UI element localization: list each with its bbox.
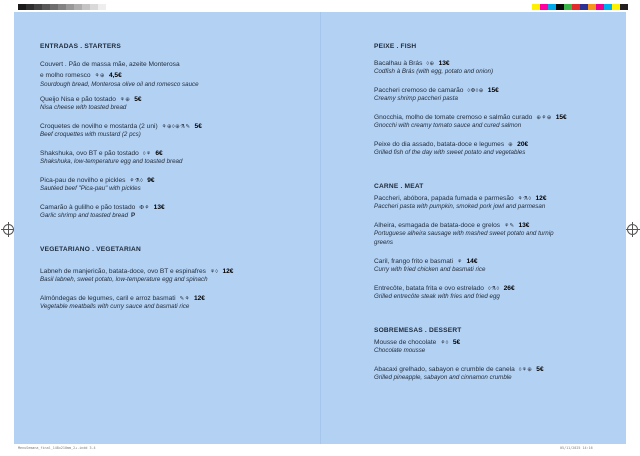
item-name-pt: Paccheri, abóbora, papada fumada e parmesão	[374, 195, 514, 202]
allergen-icons: ⊕⚘⊕	[536, 115, 552, 121]
item-price: 9€	[147, 177, 155, 184]
color-swatch	[556, 4, 564, 10]
gray-swatch	[98, 4, 106, 10]
page-fold	[320, 12, 321, 444]
item-price: 12€	[535, 195, 547, 202]
gray-swatch	[90, 4, 98, 10]
item-price: 5€	[536, 366, 544, 373]
color-swatch	[580, 4, 588, 10]
item-price: 13€	[153, 204, 165, 211]
color-swatch	[540, 4, 548, 10]
item-name-pt-continued: e molho romesco	[40, 72, 91, 80]
item-price: 6€	[155, 150, 163, 157]
gray-swatch	[74, 4, 82, 10]
registration-mark-left	[3, 224, 14, 235]
allergen-icons: ⚘◊	[440, 340, 449, 346]
menu-item	[40, 147, 182, 167]
item-name-en: Curry with fried chicken and basmati rice	[374, 266, 486, 274]
menu-item	[374, 219, 564, 247]
menu-item	[40, 292, 205, 312]
item-name-pt: Alheira, esmagada de batata-doce e grelos	[374, 222, 501, 229]
allergen-icons: ◊⚘	[142, 151, 152, 157]
item-name-en: Chocolate mousse	[374, 347, 426, 355]
allergen-icons: ⚘⚗◊	[129, 178, 144, 184]
menu-item	[40, 174, 155, 194]
print-slug-left: MenuSemana_final_148x210mm_2+.indd 3-4	[18, 446, 96, 450]
item-price: 15€	[487, 87, 499, 94]
menu-item	[374, 282, 515, 302]
allergen-icons: ◊⚗◊	[487, 286, 500, 292]
menu-item	[40, 201, 165, 221]
item-price: 13€	[518, 222, 530, 229]
item-name-en: Codfish à Brás (with egg, potato and onion)	[374, 68, 494, 76]
menu-item	[374, 111, 567, 131]
menu-item	[40, 120, 202, 140]
menu-sheet	[14, 12, 626, 444]
item-name-en: Gnocchi with creamy tomato sauce and cured salmon	[374, 122, 522, 130]
item-name-pt: Bacalhau à Brás	[374, 60, 423, 67]
allergen-icons: ⚘⊕◊⊕⚗✎	[161, 124, 191, 130]
item-price: 5€	[452, 339, 461, 346]
item-name-en: Vegetable meatballs with curry sauce and basmati rice	[40, 303, 190, 311]
section-title-vegetarian: VEGETARIANO . VEGETARIAN	[40, 246, 141, 253]
gray-swatch	[66, 4, 74, 10]
color-swatch	[620, 4, 628, 10]
menu-item	[374, 336, 460, 356]
item-name-pt: Croquetes de novilho e mostarda (2 uni)	[40, 123, 158, 130]
item-name-pt: Camarão à gulilho e pão tostado	[40, 204, 136, 211]
color-swatch	[548, 4, 556, 10]
gray-swatch	[42, 4, 50, 10]
item-name-pt: Shakshuka, ovo BT e pão tostado	[40, 150, 139, 157]
section-title-meat: CARNE . MEAT	[374, 183, 424, 190]
print-slug-right: 05/11/2025 14:16	[560, 446, 593, 450]
item-name-pt: Couvert . Pão de massa mãe, azeite Monterosa	[40, 61, 180, 68]
p-mark: P	[131, 212, 136, 220]
section-title-starters: ENTRADAS . STARTERS	[40, 43, 121, 50]
color-calibration-bar	[532, 4, 628, 10]
item-name-pt: Labneh de manjericão, batata-doce, ovo BT e espinafres	[40, 268, 206, 275]
color-swatch	[596, 4, 604, 10]
color-swatch	[588, 4, 596, 10]
menu-item	[40, 93, 142, 113]
color-swatch	[604, 4, 612, 10]
item-name-en: Shakshuka, low-temperature egg and toasted bread	[40, 158, 183, 166]
item-name-en: Paccheri pasta with pumpkin, smoked pork jowl and parmesan	[374, 203, 546, 211]
item-name-en: Nisa cheese with toasted bread	[40, 104, 127, 112]
allergen-icons: ⚘✎	[504, 223, 515, 229]
item-price: 15€	[555, 114, 567, 121]
item-name-en: Creamy shrimp paccheri pasta	[374, 95, 458, 103]
item-name-pt: Caril, frango frito e basmati	[374, 258, 454, 265]
item-name-pt: Pica-pau de novilho e pickles	[40, 177, 126, 184]
item-name-en: Garlic shrimp and toasted bread P	[40, 212, 136, 220]
item-price: 4,5€	[108, 72, 122, 80]
allergen-icons: ⚘⚗◊	[517, 196, 532, 202]
allergen-icons: ✠⚘	[139, 205, 150, 211]
gray-swatch	[50, 4, 58, 10]
allergen-icons: ⊕	[508, 142, 514, 148]
registration-mark-right	[627, 224, 638, 235]
allergen-icons: ⚘	[457, 259, 463, 265]
item-name-en: Grilled entrecôte steak with fries and fried egg	[374, 293, 500, 301]
item-name-en: Portuguese alheira sausage with mashed sweet potato and turnip greens	[374, 230, 554, 246]
gray-swatch	[26, 4, 34, 10]
allergen-icons: ⚘◊	[209, 269, 219, 275]
item-name-en: Basil labneh, sweet potato, low-temperature egg and spinach	[40, 276, 208, 284]
gray-swatch	[58, 4, 66, 10]
allergen-icons: ⚘⊕	[94, 73, 105, 80]
item-name-pt: Gnocchia, molho de tomate cremoso e salmão curado	[374, 114, 533, 121]
item-name-pt: Abacaxi grelhado, sabayon e crumble de canela	[374, 366, 515, 373]
menu-item	[374, 84, 499, 104]
item-name-pt: Entrecôte, batata frita e ovo estrelado	[374, 285, 484, 292]
item-name-en: Sautéed beef "Pica-pau" with pickles	[40, 185, 141, 193]
item-price: 26€	[503, 285, 515, 292]
allergen-icons: ◊✠◊⊕	[467, 88, 484, 94]
item-name-pt: Peixe do dia assado, batata-doce e legumes	[374, 141, 505, 148]
gray-swatch	[18, 4, 26, 10]
item-name-en: Beef croquettes with mustard (2 pcs)	[40, 131, 141, 139]
menu-item	[374, 138, 528, 158]
item-price: 13€	[438, 60, 450, 67]
item-name-en: Grilled pineapple, sabayon and cinnamon crumble	[374, 374, 512, 382]
gray-swatch	[34, 4, 42, 10]
allergen-icons: ◊⊕	[426, 61, 435, 67]
item-price: 12€	[222, 268, 234, 275]
allergen-icons: ⚘⊕	[119, 97, 131, 103]
color-swatch	[612, 4, 620, 10]
menu-item	[374, 255, 485, 275]
menu-item	[40, 58, 199, 89]
color-swatch	[564, 4, 572, 10]
item-name-pt: Paccheri cremoso de camarão	[374, 87, 464, 94]
section-title-fish: PEIXE . FISH	[374, 43, 417, 50]
allergen-icons: ◊⚘⊕	[518, 367, 533, 373]
color-swatch	[572, 4, 580, 10]
item-name-en: Grilled fish of the day with sweet potato and vegetables	[374, 149, 526, 157]
menu-item	[374, 363, 544, 383]
item-price: 12€	[193, 295, 205, 302]
item-price: 5€	[194, 123, 202, 130]
item-name-pt: Almôndegas de legumes, caril e arroz basmati	[40, 295, 176, 302]
gray-calibration-bar	[18, 4, 106, 10]
allergen-icons: ✎⚘	[179, 296, 190, 302]
section-title-dessert: SOBREMESAS . DESSERT	[374, 327, 462, 334]
item-price: 14€	[466, 258, 478, 265]
color-swatch	[532, 4, 540, 10]
gray-swatch	[82, 4, 90, 10]
item-price: 5€	[134, 96, 142, 103]
menu-item	[40, 265, 233, 285]
item-name-en: Sourdough bread, Monterosa olive oil and romesco sauce	[40, 80, 199, 88]
item-name-pt: Mousse de chocolate	[374, 339, 437, 346]
item-price: 20€	[517, 141, 529, 148]
menu-item	[374, 57, 493, 77]
menu-item	[374, 192, 547, 212]
item-name-pt: Queijo Nisa e pão tostado	[40, 96, 116, 103]
